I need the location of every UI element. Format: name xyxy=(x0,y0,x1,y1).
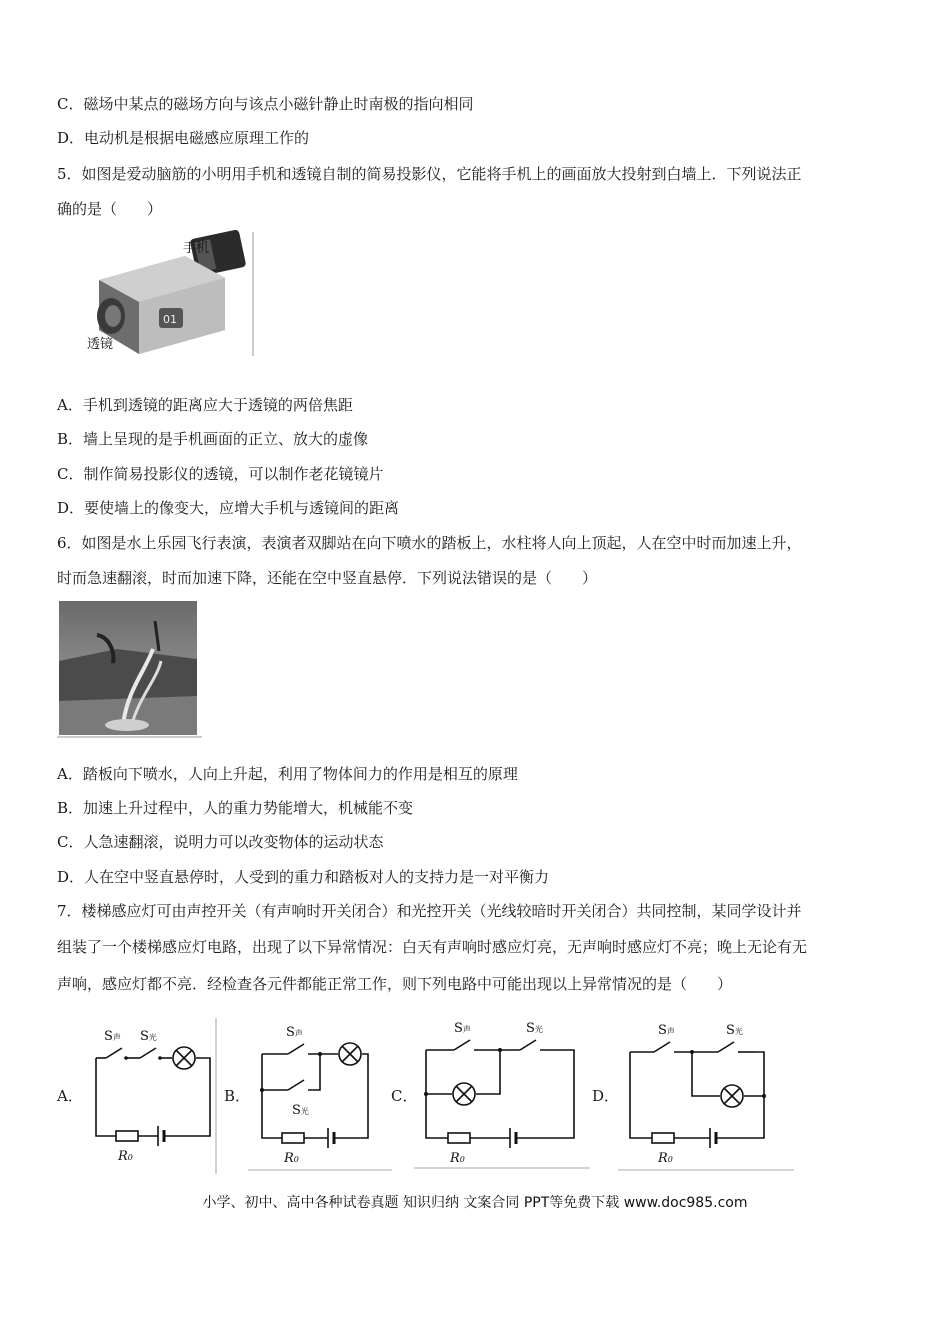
svg-text:S光 xyxy=(292,1103,309,1118)
circuit-label-d: D． xyxy=(592,1087,620,1105)
circuit-label-a: A． xyxy=(57,1087,83,1105)
question-5-stem-cont: 确的是（ ） xyxy=(57,200,163,218)
question-6-option-b: B．加速上升过程中，人的重力势能增大，机械能不变 xyxy=(57,799,414,817)
switch-light-c: S xyxy=(526,1021,535,1036)
switch-sound-sub-d: 声 xyxy=(666,1027,675,1036)
page-footer: 小学、初中、高中各种试卷真题 知识归纳 文案合同 PPT等免费下载 www.doc985.com xyxy=(202,1195,748,1211)
resistor-sub-c: 0 xyxy=(459,1155,465,1164)
switch-light-sub-c: 光 xyxy=(534,1025,543,1034)
switch-light-sub-a: 光 xyxy=(148,1033,157,1042)
switch-sound-sub-b: 声 xyxy=(294,1029,303,1038)
resistor-c: R xyxy=(450,1151,460,1166)
question-6-stem-cont: 时而急速翻滚，时而加速下降，还能在空中竖直悬停．下列说法错误的是（ ） xyxy=(57,569,598,587)
resistor-b: R xyxy=(284,1151,294,1166)
switch-light-d: S xyxy=(726,1023,735,1038)
circuit-a xyxy=(88,1018,220,1174)
resistor-sub-d: 0 xyxy=(667,1155,673,1164)
switch-sound-a: S xyxy=(104,1029,113,1044)
question-5-stem: 5．如图是爱动脑筋的小明用手机和透镜自制的简易投影仪，它能将手机上的画面放大投射到白墙上．下列说法正 xyxy=(57,165,802,183)
resistor-sub-a: 0 xyxy=(127,1153,133,1162)
projector-photo xyxy=(85,230,257,358)
option-d-motor: D．电动机是根据电磁感应原理工作的 xyxy=(57,129,310,147)
question-6-option-d: D．人在空中竖直悬停时，人受到的重力和踏板对人的支持力是一对平衡力 xyxy=(57,868,550,886)
question-6-option-a: A．踏板向下喷水，人向上升起，利用了物体间力的作用是相互的原理 xyxy=(57,765,518,783)
lens-label: 透镜 xyxy=(87,337,114,352)
question-5-option-c: C．制作简易投影仪的透镜，可以制作老花镜镜片 xyxy=(57,465,384,483)
switch-light-sub-b: 光 xyxy=(300,1107,309,1116)
svg-text:R0 xyxy=(449,1151,465,1166)
circuit-d xyxy=(618,1012,794,1174)
svg-text:S声 xyxy=(104,1029,121,1044)
question-5-option-b: B．墙上呈现的是手机画面的正立、放大的虚像 xyxy=(57,430,369,448)
question-5-option-a: A．手机到透镜的距离应大于透镜的两倍焦距 xyxy=(57,396,353,414)
switch-light-b: S xyxy=(292,1103,301,1118)
resistor-sub-b: 0 xyxy=(293,1155,299,1164)
svg-text:S光 xyxy=(726,1023,743,1038)
svg-text:S声 xyxy=(286,1025,303,1040)
switch-sound-c: S xyxy=(454,1021,463,1036)
option-c-magnet: C．磁场中某点的磁场方向与该点小磁针静止时南极的指向相同 xyxy=(57,95,474,113)
question-7-stem-cont-1: 组装了一个楼梯感应灯电路，出现了以下异常情况：白天有声响时感应灯亮，无声响时感应灯不亮；晚上无论有无 xyxy=(57,938,808,956)
resistor-d: R xyxy=(658,1151,668,1166)
question-5-option-d: D．要使墙上的像变大，应增大手机与透镜间的距离 xyxy=(57,499,400,517)
resistor-a: R xyxy=(118,1149,128,1164)
switch-sound-sub-c: 声 xyxy=(462,1025,471,1034)
circuit-label-c: C． xyxy=(391,1087,418,1105)
svg-text:R0 xyxy=(657,1151,673,1166)
svg-text:S声 xyxy=(658,1023,675,1038)
svg-text:S光 xyxy=(526,1021,543,1036)
circuit-label-b: B． xyxy=(224,1087,251,1105)
switch-sound-sub-a: 声 xyxy=(112,1033,121,1042)
question-7-stem-cont-2: 声响，感应灯都不亮．经检查各元件都能正常工作，则下列电路中可能出现以上异常情况的是（ ） xyxy=(57,975,733,993)
svg-text:S声 xyxy=(454,1021,471,1036)
question-7-stem: 7．楼梯感应灯可由声控开关（有声响时开关闭合）和光控开关（光线较暗时开关闭合）共同控制，某同学设计并 xyxy=(57,902,802,920)
svg-text:R0 xyxy=(283,1151,299,1166)
switch-sound-d: S xyxy=(658,1023,667,1038)
svg-text:R0 xyxy=(117,1149,133,1164)
question-6-option-c: C．人急速翻滚，说明力可以改变物体的运动状态 xyxy=(57,833,384,851)
switch-light-sub-d: 光 xyxy=(734,1027,743,1036)
circuit-c xyxy=(414,1008,590,1174)
screen-label: 01 xyxy=(163,313,177,326)
switch-sound-b: S xyxy=(286,1025,295,1040)
water-flyboard-photo xyxy=(57,601,202,739)
phone-label: 手机 xyxy=(183,241,210,256)
switch-light-a: S xyxy=(140,1029,149,1044)
circuit-b xyxy=(248,1014,392,1174)
svg-text:S光 xyxy=(140,1029,157,1044)
question-6-stem: 6．如图是水上乐园飞行表演，表演者双脚站在向下喷水的踏板上，水柱将人向上顶起，人在空中时而加速上升， xyxy=(57,534,802,552)
